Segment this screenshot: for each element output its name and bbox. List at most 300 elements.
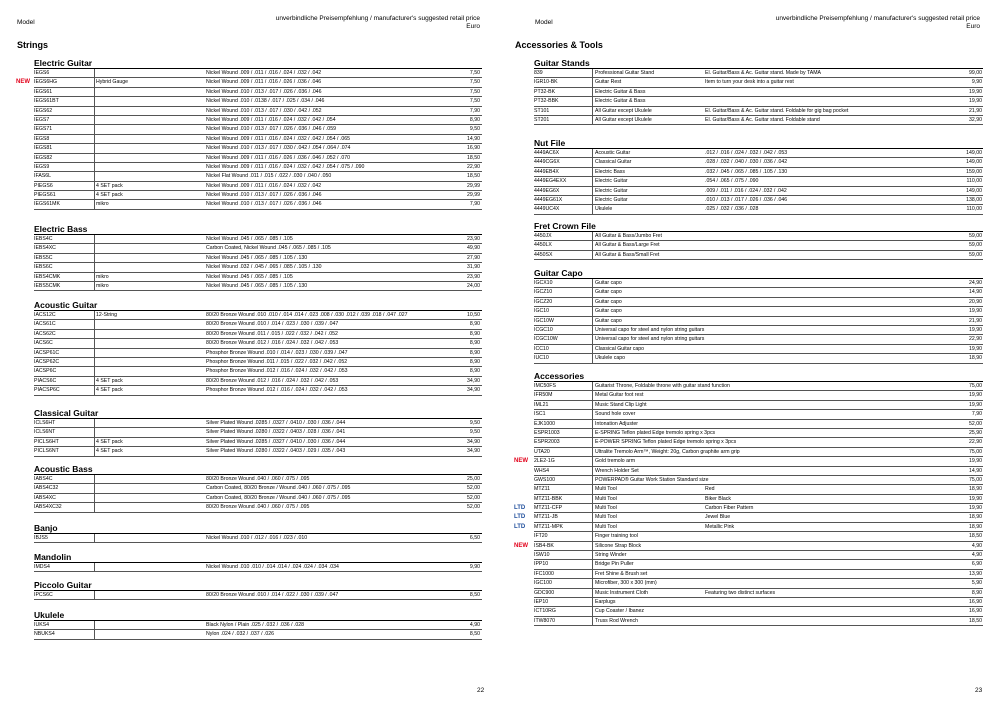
model-cell: IUC10 [534,354,593,362]
table-row [534,410,983,419]
variant-cell: Electric Guitar [595,196,628,203]
table-row [534,187,983,196]
variant-cell: Ultralite Tremolo Arm™, Weight: 20g, Carbon graphite arm grip [595,448,740,455]
variant-cell: POWERPAD® Guitar Work Station Standard size [595,476,709,483]
price-cell: 52,00 [969,420,982,427]
model-cell: IEP10 [534,598,593,606]
model-cell: IEGS61MK [34,200,95,208]
table-row [34,263,482,272]
spec-cell: .028 / .032 / .040 / .030 / .036 / .042 [705,159,788,166]
price-table [534,149,983,215]
spec-cell: Item to turn your desk into a guitar rest [705,79,794,86]
model-cell: ISB4-BK [534,542,593,550]
spec-cell: El. Guitar/Bass & Ac. Guitar stand. Foldable for gig bag pocket [705,107,849,114]
price-cell: 14,90 [969,289,982,296]
section [34,408,482,457]
price-cell: 18,50 [969,533,982,540]
spec-cell: Nickel Wound .045 / .065 / .085 / .105 [206,273,293,280]
model-cell: 4450SX [534,251,593,259]
model-cell: IEGS6 [34,69,95,77]
model-cell: ICC10 [534,345,593,353]
price-cell: 8,90 [971,589,982,596]
table-row [34,320,482,329]
variant-cell: Bridge Pin Puller [595,561,634,568]
section [514,371,983,626]
table-row [34,475,482,484]
table-row [34,428,482,437]
table-row [34,273,482,282]
variant-cell: Electric Bass [595,168,625,175]
spec-cell: 80/20 Bronze Wound .010 / .014 / .022 / .030 / .039 / .047 [206,592,339,598]
table-row [534,570,983,579]
variant-cell: Guitar Rest [595,79,622,86]
variant-cell: Multi Tool [595,514,617,521]
model-cell: IACSP62C [34,358,95,366]
price-cell: 52,00 [467,494,480,501]
model-cell: IACSP6C [34,367,95,375]
table-row [34,97,482,106]
section-title: Electric Guitar [34,58,482,69]
model-cell: GDC900 [534,589,593,597]
table-row [34,591,482,600]
section-title: Fret Crown File [534,221,983,232]
price-header-label [776,15,980,31]
model-cell: IGC100 [534,579,593,587]
spec-cell: 80/20 Bronze Wound .012 / .016 / .024 / .032 / .042 / .053 [206,340,339,347]
spec-cell: Nickel Wound .010 / .013 / .017 / .030 / .042 / .054 / .064 / .074 [206,145,351,152]
model-cell: IEGS81 [34,144,95,152]
table-row [534,551,983,560]
table-row [534,116,983,125]
model-cell: EJK1000 [534,420,593,428]
table-row [34,116,482,125]
model-cell: IUKS4 [34,621,95,629]
table-row [534,241,983,250]
model-cell: PIACS6C [34,377,95,385]
variant-cell: Metal Guitar foot rest [595,392,644,399]
spec-cell: Phosphor Bronze Wound .012 / .016 / .024 / .032 / .042 / .053 [206,387,348,394]
table-row [34,349,482,358]
price-header-line1: unverbindliche Preisempfehlung / manufacturer's suggested retail price [775,15,980,22]
variant-cell: 4 SET pack [96,377,123,384]
variant-cell: Intonation Adjuster [595,420,638,427]
model-cell: IGCZ20 [534,298,593,306]
variant-cell: All Guitar except Ukulele [595,116,652,123]
spec-cell: 80/20 Bronze Wound .010 .010 / .014 .014 / .023 .008 / .030 .012 / .039 .018 / .047 .027 [206,312,408,318]
model-cell: IEGS8 [34,135,95,143]
variant-cell: Gold tremolo arm [595,458,636,465]
price-cell: 4,90 [971,552,982,559]
model-cell: IBJS5 [34,534,95,542]
spec-cell: Nickel Wound .032 / .045 / .065 / .085 / .105 / .130 [206,264,322,271]
table-row [534,251,983,260]
price-cell: 14,90 [467,135,480,142]
model-cell: IABS4XC32 [34,503,95,511]
price-table [34,563,482,572]
price-cell: 8,90 [469,116,480,123]
ltd-badge: LTD [514,505,526,512]
price-table [534,232,983,260]
section [534,138,983,215]
model-cell: IPP10 [534,560,593,568]
table-row [534,579,983,588]
spec-cell: Nickel Wound .009 / .011 / .016 / .024 / .032 / .042 / .054 [206,116,336,123]
section-title: Mandolin [34,552,482,563]
price-cell: 7,90 [469,201,480,208]
variant-cell: Guitar capo [595,298,622,305]
price-cell: 75,00 [969,476,982,483]
table-row [534,560,983,569]
spec-cell: Carbon Coated, Nickel Wound .045 / .065 / .085 / .105 [206,245,331,252]
price-cell: 18,50 [969,617,982,624]
table-row [534,158,983,167]
spec-cell: .054 / .065 / .075 / .090 [705,178,759,185]
table-row [534,476,983,485]
variant-cell: Multi Tool [595,486,617,493]
price-cell: 20,90 [969,298,982,305]
price-cell: 138,00 [966,196,982,203]
spec-cell: Nickel Wound .010 / .013 / .017 / .026 / .036 / .046 / .059 [206,126,336,133]
section [34,300,482,396]
table-row [534,97,983,106]
section [16,58,482,210]
spec-cell: Nickel Wound .010 / .013 / .017 / .030 / .042 / .052 [206,107,322,114]
table-row [534,205,983,214]
price-cell: 14,90 [969,467,982,474]
price-cell: 59,00 [969,242,982,249]
variant-cell: Professional Guitar Stand [595,70,655,76]
model-cell: IEGS62 [34,107,95,115]
model-cell: PIACSP6C [34,386,95,394]
section [34,552,482,572]
price-cell: 18,50 [467,173,480,180]
variant-cell: Cup Coaster / Ibanez [595,608,645,615]
table-row [534,448,983,457]
price-cell: 149,00 [966,187,982,194]
price-cell: 52,00 [467,485,480,492]
price-cell: 8,90 [469,358,480,365]
price-cell: 13,90 [969,570,982,577]
spec-cell: Nickel Wound .009 / .011 / .016 / .024 / .032 / .042 / .054 / .075 / .090 [206,163,365,170]
table-row [534,232,983,241]
price-cell: 99,00 [969,70,982,76]
price-cell: 18,50 [467,154,480,161]
price-table [34,621,482,640]
model-cell: 4449UC4X [534,205,593,213]
spec-cell: Silver Plated Wound .0285 / .0327 / .0410 / .030 / .036 / .044 [206,420,346,426]
variant-cell: Guitarist Throne, Foldable throne with guitar stand function [595,383,730,389]
price-cell: 10,50 [467,312,480,318]
model-cell: IABS4XC [34,494,95,502]
price-cell: 19,90 [969,401,982,408]
table-row [34,503,482,512]
table-row [534,607,983,616]
model-cell: WHS4 [534,467,593,475]
price-cell: 24,00 [467,282,480,289]
price-cell: 6,50 [469,535,480,541]
spec-cell: Carbon Fiber Pattern [705,505,754,512]
price-cell: 29,99 [467,192,480,199]
table-row [534,467,983,476]
section-title: Guitar Capo [534,268,983,279]
spec-cell: 80/20 Bronze Wound .012 / .016 / .024 / .032 / .042 / .053 [206,377,339,384]
section-title: Nut File [534,138,983,149]
variant-cell: Classical Guitar capo [595,345,645,352]
model-cell: IGC10W [534,317,593,325]
price-cell: 29,99 [467,182,480,189]
table-row [534,532,983,541]
table-row [514,542,983,551]
spec-cell: Nickel Wound .010 / .013 / .017 / .026 / .036 / .046 [206,88,322,95]
section [534,58,983,125]
spec-cell: 80/20 Bronze Wound .040 / .060 / .075 / .095 [206,504,310,511]
variant-cell: E-POWER SPRING Teflon plated Edge tremolo spring x 3pcs [595,439,737,446]
price-cell: 8,90 [469,349,480,356]
price-cell: 8,50 [469,631,480,638]
model-cell: IGCZ10 [534,288,593,296]
variant-cell: 4 SET pack [96,387,123,394]
table-row [34,235,482,244]
table-row [534,420,983,429]
price-cell: 75,00 [969,383,982,389]
model-cell: ICLS6NT [34,428,95,436]
model-cell: 839 [534,69,593,77]
model-cell: 4449EG4EXX [534,177,593,185]
model-cell: ESPR1003 [534,429,593,437]
model-cell: UTA20 [534,448,593,456]
model-cell: 4450LX [534,241,593,249]
model-cell: ISW10 [534,551,593,559]
price-cell: 22,90 [969,439,982,446]
new-badge: NEW [16,79,30,86]
model-cell: IABS4C [34,475,95,483]
price-cell: 21,90 [969,107,982,114]
price-cell: 34,90 [467,377,480,384]
model-cell: IEBS4XC [34,244,95,252]
variant-cell: All Guitar except Ukulele [595,107,652,114]
table-row [34,254,482,263]
variant-cell: Microfiber, 300 x 300 (mm) [595,580,657,587]
variant-cell: Electric Guitar & Bass [595,98,646,105]
model-cell: IGCX10 [534,279,593,287]
model-cell: IML21 [534,401,593,409]
table-row [534,335,983,344]
spec-cell: Phosphor Bronze Wound .011 / .015 / .022 / .032 / .042 / .052 [206,358,348,365]
table-row [34,447,482,456]
model-cell: IEBS4C [34,235,95,243]
spec-cell: Black Nylon / Plain .025 / .032 / .036 / .028 [206,622,305,628]
price-cell: 25,90 [969,429,982,436]
table-row [534,589,983,598]
price-cell: 32,90 [969,116,982,123]
table-row [534,438,983,447]
price-cell: 9,90 [469,564,480,570]
price-cell: 8,50 [469,592,480,598]
spec-cell: Silver Plated Wound .0285 / .0327 / .0410 / .030 / .036 / .044 [206,438,346,445]
table-row [34,244,482,253]
price-table [534,279,983,364]
price-cell: 19,90 [969,505,982,512]
table-row [34,377,482,386]
section-title: Guitar Stands [534,58,983,69]
model-cell: ICGC10W [534,335,593,343]
price-table [34,235,482,291]
table-row [34,163,482,172]
spec-cell: Nickel Flat Wound .011 / .015 / .022 / .030 / .040 / .050 [206,173,332,180]
price-cell: 19,90 [969,308,982,315]
model-header-label: Model [17,19,35,26]
table-row [34,494,482,503]
variant-cell: Ukulele [595,206,613,213]
model-cell: PT32-BK [534,88,593,96]
price-cell: 7,50 [469,79,480,86]
table-row [534,354,983,363]
price-cell: 149,00 [966,159,982,166]
spec-cell: .009 / .011 / .016 / .024 / .032 / .042 [705,187,787,194]
model-cell: IEGS6HG [34,78,95,86]
table-row [534,107,983,116]
price-cell: 9,50 [469,126,480,133]
spec-cell: El. Guitar/Bass & Ac. Guitar stand. Foldable stand [705,116,820,123]
variant-cell: Universal capo for steel and nylon string guitars [595,326,705,333]
model-cell: IMDS4 [34,563,95,571]
model-cell: IGR10-BK [534,78,593,86]
model-cell: IFT20 [534,532,593,540]
model-cell: IGC10 [534,307,593,315]
table-row [534,401,983,410]
model-cell: IEGS9 [34,163,95,171]
table-row [34,200,482,209]
table-row [34,311,482,320]
price-cell: 16,90 [467,145,480,152]
variant-cell: All Guitar & Bass/Jumbo Fret [595,233,662,239]
table-row [534,69,983,78]
price-cell: 8,90 [469,330,480,337]
price-cell: 18,90 [969,514,982,521]
section [534,268,983,364]
section-title: Electric Bass [34,224,482,235]
ltd-badge: LTD [514,514,526,521]
price-cell: 7,50 [469,98,480,105]
table-row [534,345,983,354]
price-cell: 19,90 [969,88,982,95]
table-row [514,457,983,466]
spec-cell: Jewel Blue [705,514,731,521]
spec-cell: 80/20 Bronze Wound .010 / .014 / .023 / .030 / .039 / .047 [206,321,339,328]
variant-cell: E-SPRING Teflon plated Edge tremolo spring x 3pcs [595,429,716,436]
price-cell: 19,90 [969,458,982,465]
price-cell: 9,50 [469,429,480,436]
price-cell: 21,90 [969,317,982,324]
price-cell: 23,90 [467,273,480,280]
spec-cell: Phosphor Bronze Wound .012 / .016 / .024 / .032 / .042 / .053 [206,368,348,375]
price-cell: 4,90 [971,542,982,549]
spec-cell: Nickel Wound .009 / .011 / .016 / .026 / .036 / .046 [206,79,322,86]
section [34,610,482,640]
spec-cell: 80/20 Bronze Wound .040 / .060 / .075 / .095 [206,476,310,482]
section-title: Classical Guitar [34,408,482,419]
spec-cell: Silver Plated Wound .0280 / .0322 / .0403 / .029 / .035 / .043 [206,448,346,455]
model-cell: 4449EG6X [534,187,593,195]
model-cell: IACSP61C [34,349,95,357]
variant-cell: 4 SET pack [96,182,123,189]
table-row [534,485,983,494]
spec-cell: Nickel Wound .045 / .065 / .085 / .105 / .130 [206,282,308,289]
variant-cell: Multi Tool [595,495,617,502]
price-cell: 25,00 [467,476,480,482]
table-row [34,438,482,447]
model-cell: PICLS6HT [34,438,95,446]
table-row [34,419,482,428]
price-cell: 8,90 [469,340,480,347]
spec-cell: Nickel Wound .009 / .011 / .016 / .024 / .032 / .042 [206,182,322,189]
variant-cell: Multi Tool [595,505,617,512]
variant-cell: 4 SET pack [96,192,123,199]
table-row [514,513,983,522]
section-title: Piccolo Guitar [34,580,482,591]
variant-cell: mikro [96,201,109,208]
variant-cell: Universal capo for steel and nylon string guitars [595,336,705,343]
table-row [34,534,482,543]
price-cell: 110,00 [966,178,982,185]
price-cell: 34,90 [467,438,480,445]
model-cell: MTZ11-MPK [534,523,593,531]
table-row [534,495,983,504]
variant-cell: Truss Rod Wrench [595,617,638,624]
table-row [514,523,983,532]
model-cell: NBUKS4 [34,630,95,638]
section-title: Banjo [34,523,482,534]
price-table [34,311,482,396]
price-cell: 19,90 [969,495,982,502]
model-cell: IPCS6C [34,591,95,599]
variant-cell: Hybrid Gauge [96,79,129,86]
variant-cell: 4 SET pack [96,438,123,445]
price-cell: 110,00 [966,206,982,213]
price-cell: 19,90 [969,392,982,399]
table-row [16,78,482,87]
table-row [34,107,482,116]
spec-cell: .032 / .045 / .065 / .085 / .105 / .130 [705,168,788,175]
section-title: Ukulele [34,610,482,621]
price-table [34,475,482,513]
table-row [534,88,983,97]
price-table [34,534,482,543]
model-cell: MTZ11-BBK [534,495,593,503]
price-cell: 149,00 [966,150,982,156]
table-row [34,484,482,493]
spec-cell: .025 / .032 / .036 / .028 [705,206,759,213]
table-row [534,288,983,297]
table-row [534,177,983,186]
table-row [34,144,482,153]
price-cell: 16,90 [969,608,982,615]
table-row [534,617,983,626]
price-cell: 8,90 [469,321,480,328]
variant-cell: 4 SET pack [96,448,123,455]
model-cell: IACS61C [34,320,95,328]
model-cell: ICGC10 [534,326,593,334]
page-number: 22 [477,687,485,694]
page-title: Accessories & Tools [515,40,603,50]
table-row [534,298,983,307]
section [34,224,482,291]
model-cell: PICLS6NT [34,447,95,455]
spec-cell: .010 / .013 / .017 / .026 / .036 / .046 [705,196,788,203]
model-cell: ICT10RG [534,607,593,615]
table-row [34,69,482,78]
model-cell: IEBS5CMK [34,282,95,290]
